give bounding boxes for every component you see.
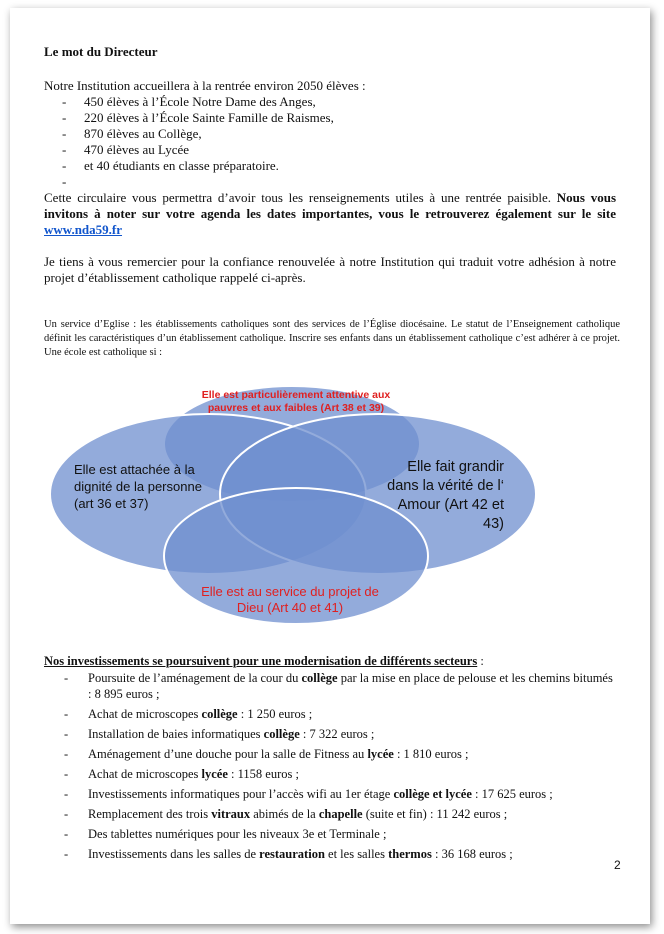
list-item	[44, 174, 604, 190]
circular-paragraph	[44, 190, 616, 238]
page-number: 2	[614, 858, 621, 872]
list-item: - Investissements dans les salles de restauration et les salles thermos : 36 168 euros ;	[44, 846, 618, 862]
list-item: - 450 élèves à l’École Notre Dame des Anges,	[44, 94, 604, 110]
investments-heading: Nos investissements se poursuivent pour une modernisation de différents secteurs :	[44, 654, 484, 668]
list-item: - 870 élèves au Collège,	[44, 126, 604, 142]
list-item: - Poursuite de l’aménagement de la cour du collège par la mise en place de pelouse et les chemins bitumés : 8 895 euros ;	[44, 670, 618, 702]
venn-label-bottom: Elle est au service du projet de Dieu (Art 40 et 41)	[201, 584, 379, 615]
document-page	[10, 8, 650, 924]
investments-title: Nos investissements se poursuivent pour une modernisation de différents secteurs	[44, 654, 478, 668]
list-item: - Achat de microscopes lycée : 1158 euros ;	[44, 766, 618, 782]
list-item: - Investissements informatiques pour l’accès wifi au 1er étage collège et lycée : 17 625 euros ;	[44, 786, 618, 802]
venn-label-left: Elle est attachée à la dignité de la personne (art 36 et 37)	[74, 462, 202, 511]
enrollment-list	[44, 94, 604, 190]
page-title: Le mot du Directeur	[44, 44, 158, 59]
list-item: - 220 élèves à l’École Sainte Famille de Raismes,	[44, 110, 604, 126]
circular-text: Cette circulaire vous permettra d’avoir tous les renseignements utiles à une rentrée paisible.	[44, 190, 552, 205]
venn-label-right: Elle fait grandir dans la vérité de l‘ Amour (Art 42 et 43)	[387, 459, 504, 532]
list-item: - Des tablettes numériques pour les niveaux 3e et Terminale ;	[44, 826, 618, 842]
list-item: - 470 élèves au Lycée	[44, 142, 604, 158]
investments-list	[44, 670, 618, 866]
church-service-paragraph: Un service d’Eglise : les établissements catholiques sont des services de l’Église diocésaine. Le statut de l’Enseignement catholique définit les caractéristiques d’un établissement catholique. Inscrire ses enfants dans un établissement catholique c’est adhérer à ce projet. Une école est catholique si :	[44, 319, 620, 358]
thanks-paragraph: Je tiens à vous remercier pour la confiance renouvelée à notre Institution qui traduit votre adhésion à notre projet d’établissement catholique rappelé ci-après.	[44, 254, 616, 285]
list-item: - et 40 étudiants en classe préparatoire.	[44, 158, 604, 174]
site-link[interactable]: www.nda59.fr	[44, 222, 123, 237]
list-item: - Achat de microscopes collège : 1 250 euros ;	[44, 706, 618, 722]
list-item: - Installation de baies informatiques collège : 7 322 euros ;	[44, 726, 618, 742]
list-item: - Aménagement d’une douche pour la salle de Fitness au lycée : 1 810 euros ;	[44, 746, 618, 762]
list-item: - Remplacement des trois vitraux abimés de la chapelle (suite et fin) : 11 242 euros ;	[44, 806, 618, 822]
intro-text: Notre Institution accueillera à la rentrée environ 2050 élèves :	[44, 78, 366, 93]
venn-label-top: Elle est particulièrement attentive aux pauvres et aux faibles (Art 38 et 39)	[201, 389, 391, 414]
circular-bold-text: Nous vous invitons à noter sur votre agenda les dates importantes, vous le retrouverez également sur le site	[44, 190, 617, 221]
